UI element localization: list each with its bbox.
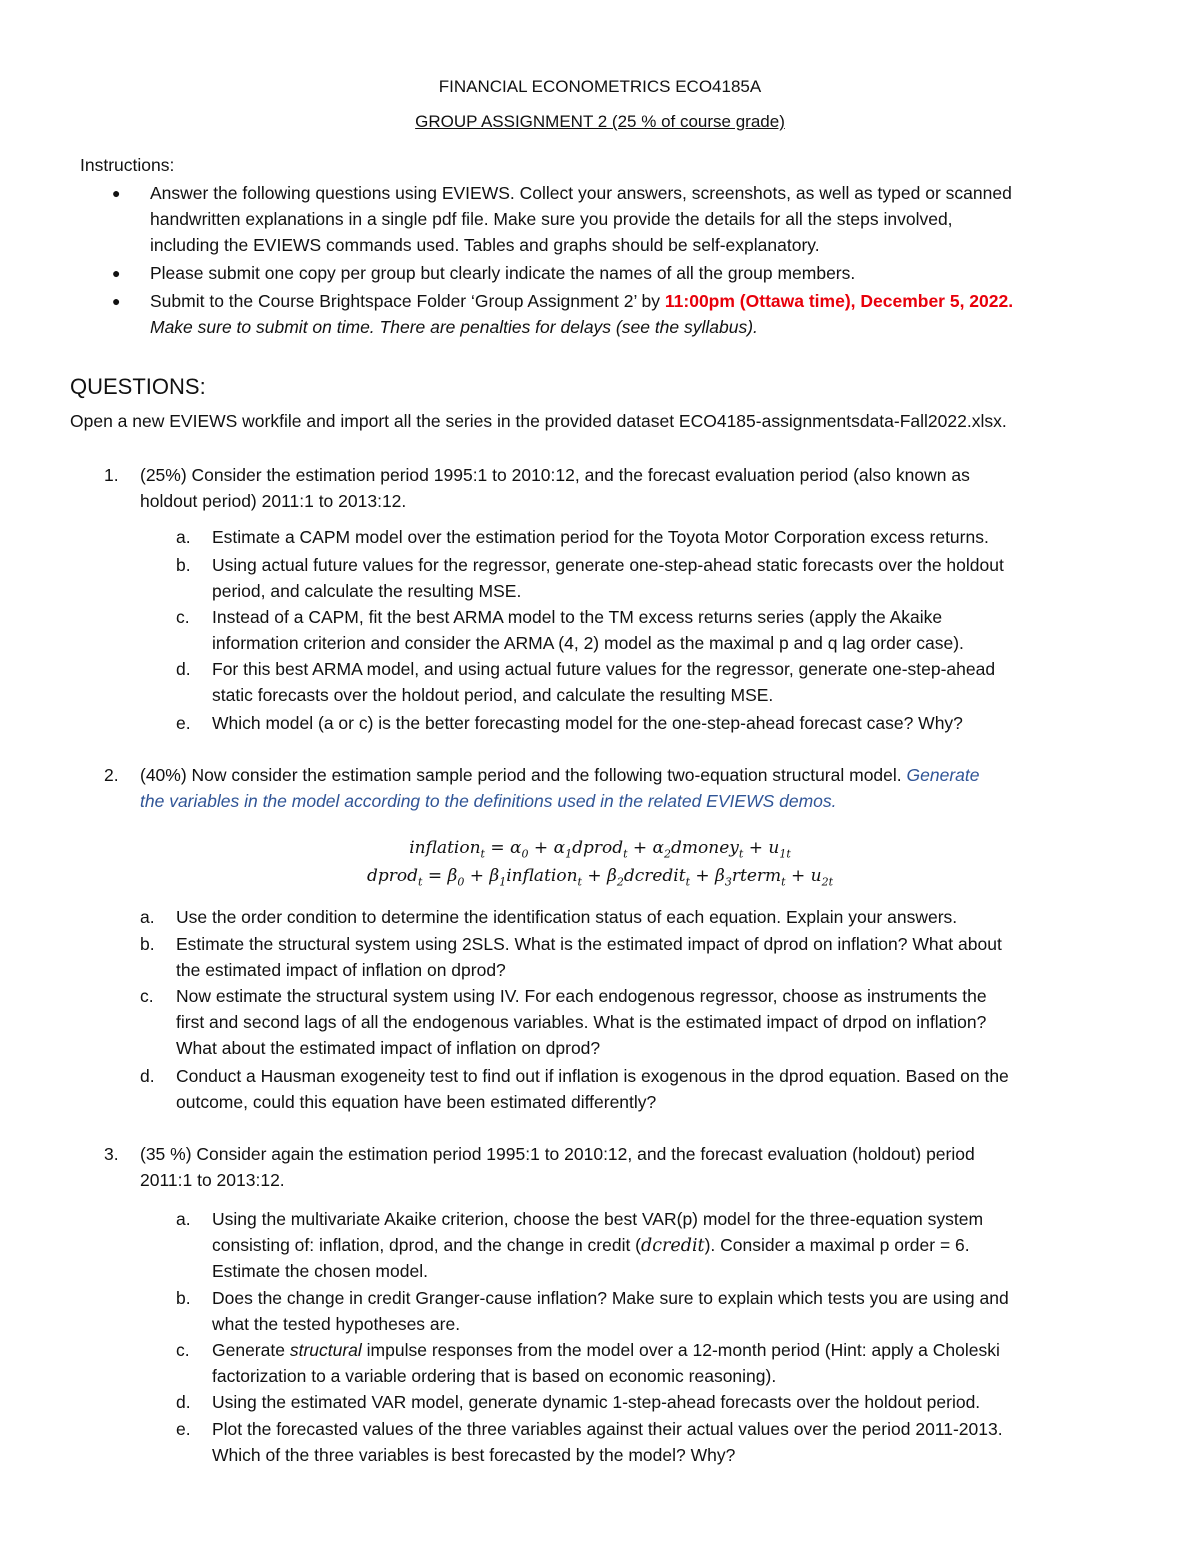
questions-heading: QUESTIONS: xyxy=(70,374,206,399)
q2-text: (40%) Now consider the estimation sample period and the following two-equation structural model. xyxy=(140,765,907,785)
q3c-line-2: factorization to a variable ordering that is based on economic reasoning). xyxy=(212,1366,777,1386)
q3c-line-1 xyxy=(212,1337,1000,1363)
q2-note: Generate xyxy=(906,765,980,785)
q2c-line-1: Now estimate the structural system using IV. For each endogenous regressor, choose as instruments the xyxy=(176,986,987,1006)
q3d-letter: d. xyxy=(176,1392,191,1412)
q1-line-1: (25%) Consider the estimation period 1995:1 to 2010:12, and the forecast evaluation period (also known as xyxy=(140,465,970,485)
q2b-line-1: Estimate the structural system using 2SLS. What is the estimated impact of dprod on inflation? What about xyxy=(176,934,1002,954)
questions-intro: Open a new EVIEWS workfile and import all the series in the provided dataset ECO4185-assignmentsdata-Fall2022.xlsx. xyxy=(70,411,1007,431)
q1-number: 1. xyxy=(104,465,119,485)
q2c-line-2: first and second lags of all the endogenous variables. What is the estimated impact of drpod on inflation? xyxy=(176,1012,987,1032)
equation-2: dprod$_t$ = $\beta_0$ + $\beta_1inflation_t$ + $\beta_2dcredit_t$ + $\beta_3rterm_t + u_{2t}$ xyxy=(366,866,834,889)
q3-line-2: 2011:1 to 2013:12. xyxy=(140,1170,285,1190)
q3a-line-2 xyxy=(212,1232,970,1259)
q2c-letter: c. xyxy=(140,986,154,1006)
q3c-text: Generate xyxy=(212,1340,290,1360)
instruction-1-line-2: handwritten explanations in a single pdf file. Make sure you provide the details for all the steps involved, xyxy=(150,209,953,229)
q1d-letter: d. xyxy=(176,659,191,679)
instruction-3-line-2: Make sure to submit on time. There are penalties for delays (see the syllabus). xyxy=(150,317,758,337)
q2d-line-1: Conduct a Hausman exogeneity test to find out if inflation is exogenous in the dprod equation. Based on the xyxy=(176,1066,1009,1086)
instruction-3-line-1 xyxy=(150,288,1013,314)
instructions-label: Instructions: xyxy=(80,155,175,175)
q1b-line-1: Using actual future values for the regressor, generate one-step-ahead static forecasts over the holdout xyxy=(212,555,1004,575)
q2-number: 2. xyxy=(104,765,119,785)
q2d-line-2: outcome, could this equation have been estimated differently? xyxy=(176,1092,657,1112)
q2-line-1 xyxy=(140,762,979,788)
q2b-letter: b. xyxy=(140,934,155,954)
q3b-line-1: Does the change in credit Granger-cause inflation? Make sure to explain which tests you are using and xyxy=(212,1288,1009,1308)
q3e-line-2: Which of the three variables is best forecasted by the model? Why? xyxy=(212,1445,736,1465)
q3c-letter: c. xyxy=(176,1340,190,1360)
q1b-letter: b. xyxy=(176,555,191,575)
q3b-letter: b. xyxy=(176,1288,191,1308)
q1d-line-2: static forecasts over the holdout period, and calculate the resulting MSE. xyxy=(212,685,774,705)
q2b-line-2: the estimated impact of inflation on dprod? xyxy=(176,960,506,980)
instruction-3-text: Submit to the Course Brightspace Folder ‘Group Assignment 2’ by xyxy=(150,291,665,311)
equation-1: inflation$_t$ = $\alpha_0$ + $\alpha_1dprod_t$ + $\alpha_2dmoney_t + u_{1t}$ xyxy=(409,838,791,861)
q1a-line-1: Estimate a CAPM model over the estimation period for the Toyota Motor Corporation excess returns. xyxy=(212,527,989,547)
document-subtitle: GROUP ASSIGNMENT 2 (25 % of course grade) xyxy=(415,112,785,131)
instruction-2-line-1: Please submit one copy per group but clearly indicate the names of all the group members. xyxy=(150,263,856,283)
q3a-dcredit: dcredit xyxy=(641,1236,705,1256)
q3a-text-end: ). Consider a maximal p order = 6. xyxy=(704,1235,970,1255)
q3b-line-2: what the tested hypotheses are. xyxy=(212,1314,461,1334)
q2c-line-3: What about the estimated impact of inflation on dprod? xyxy=(176,1038,601,1058)
q1e-line-1: Which model (a or c) is the better forecasting model for the one-step-ahead forecast case? Why? xyxy=(212,713,963,733)
equation-2-lhs: dprod xyxy=(366,866,418,886)
q2a-letter: a. xyxy=(140,907,155,927)
q2-line-2: the variables in the model according to the definitions used in the related EVIEWS demos. xyxy=(140,791,837,811)
bullet-icon: ● xyxy=(112,185,121,201)
q3-number: 3. xyxy=(104,1144,119,1164)
q1c-line-1: Instead of a CAPM, fit the best ARMA model to the TM excess returns series (apply the Akaike xyxy=(212,607,943,627)
q3a-letter: a. xyxy=(176,1209,191,1229)
q1-line-2: holdout period) 2011:1 to 2013:12. xyxy=(140,491,407,511)
document-title: FINANCIAL ECONOMETRICS ECO4185A xyxy=(438,77,762,96)
deadline-text: 11:00pm (Ottawa time), December 5, 2022. xyxy=(664,291,1014,311)
q3d-line-1: Using the estimated VAR model, generate dynamic 1-step-ahead forecasts over the holdout period. xyxy=(212,1392,981,1412)
q1d-line-1: For this best ARMA model, and using actual future values for the regressor, generate one-step-ahead xyxy=(212,659,996,679)
q2a-line-1: Use the order condition to determine the identification status of each equation. Explain your answers. xyxy=(176,907,958,927)
q3c-structural: structural xyxy=(289,1340,362,1360)
q3e-letter: e. xyxy=(176,1419,191,1439)
bullet-icon: ● xyxy=(112,293,121,309)
q3a-text: consisting of: inflation, dprod, and the change in credit ( xyxy=(212,1235,642,1255)
q3-line-1: (35 %) Consider again the estimation period 1995:1 to 2010:12, and the forecast evaluation (holdout) period xyxy=(140,1144,975,1164)
bullet-icon: ● xyxy=(112,265,121,281)
instruction-1-line-3: including the EVIEWS commands used. Tables and graphs should be self-explanatory. xyxy=(150,235,820,255)
q3a-line-1: Using the multivariate Akaike criterion, choose the best VAR(p) model for the three-equation system xyxy=(212,1209,984,1229)
q1b-line-2: period, and calculate the resulting MSE. xyxy=(212,581,522,601)
instruction-1-line-1: Answer the following questions using EVIEWS. Collect your answers, screenshots, as well as typed or scanned xyxy=(150,183,1012,203)
q1a-letter: a. xyxy=(176,527,191,547)
q2d-letter: d. xyxy=(140,1066,155,1086)
q3a-line-3: Estimate the chosen model. xyxy=(212,1261,428,1281)
q3c-text-end: impulse responses from the model over a 12-month period (Hint: apply a Choleski xyxy=(361,1340,1000,1360)
q1c-line-2: information criterion and consider the ARMA (4, 2) model as the maximal p and q lag order case). xyxy=(212,633,964,653)
equation-1-lhs: inflation xyxy=(409,838,481,858)
q3e-line-1: Plot the forecasted values of the three variables against their actual values over the period 2011-2013. xyxy=(212,1419,1003,1439)
q1e-letter: e. xyxy=(176,713,191,733)
q1c-letter: c. xyxy=(176,607,190,627)
